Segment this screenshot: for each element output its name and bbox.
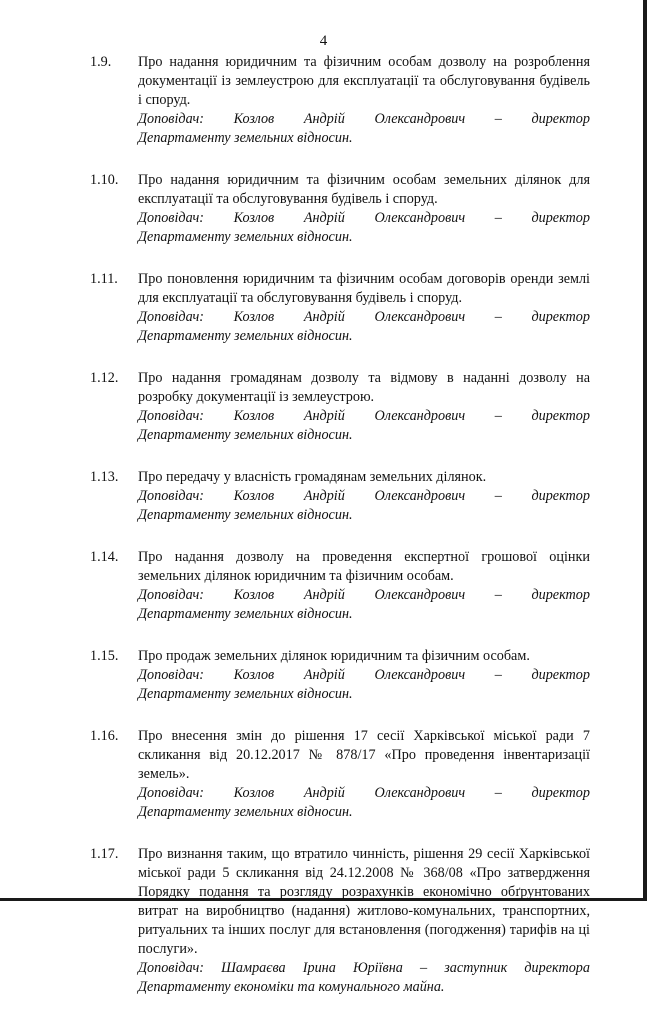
agenda-item-body [138, 369, 590, 445]
speaker-word: Андрій [303, 667, 345, 683]
speaker-department: Департаменту земельних відносин. [138, 427, 353, 443]
speaker-word: Козлов [233, 587, 275, 603]
speaker-label: Доповідач: [138, 210, 204, 226]
speaker-word: Андрій [303, 587, 345, 603]
speaker-word: – [494, 309, 502, 325]
speaker-word: – [494, 488, 502, 504]
speaker-word: Козлов [233, 111, 275, 127]
agenda-item-title: Про надання громадянам дозволу та відмову в наданні дозволу на розробку документації із землеустрою. [138, 370, 590, 405]
agenda-item-number: 1.16. [90, 728, 119, 744]
speaker-word: Олександрович [374, 667, 466, 683]
agenda-item-number: 1.13. [90, 469, 119, 485]
speaker-label: Доповідач: [138, 111, 204, 127]
speaker-word: Олександрович [374, 210, 466, 226]
speaker-line [138, 110, 590, 129]
agenda-item [90, 270, 590, 346]
agenda-item-body [138, 727, 590, 822]
speaker-word: Козлов [233, 488, 275, 504]
speaker-word: Козлов [233, 785, 275, 801]
speaker-line [138, 308, 590, 327]
agenda-item-body [138, 845, 590, 997]
speaker-word: Ірина [302, 960, 336, 976]
speaker-label: Доповідач: [138, 785, 204, 801]
agenda-item [90, 548, 590, 624]
agenda-item-body [138, 468, 590, 525]
speaker-word: Шамраєва [221, 960, 286, 976]
page-number: 4 [319, 33, 328, 49]
speaker-word: Андрій [303, 408, 345, 424]
agenda-item-title: Про передачу у власність громадянам земельних ділянок. [138, 469, 487, 485]
speaker-word: – [494, 408, 502, 424]
agenda-item-body [138, 548, 590, 624]
speaker-word: – [494, 667, 502, 683]
agenda-item [90, 647, 590, 704]
speaker-word: заступник [444, 960, 508, 976]
speaker-line [138, 959, 590, 978]
speaker-word: – [494, 785, 502, 801]
speaker-word: Олександрович [374, 408, 466, 424]
speaker-department: Департаменту земельних відносин. [138, 328, 353, 344]
agenda-item-title: Про надання юридичним та фізичним особам земельних ділянок для експлуатації та обслуговування будівель і споруд. [138, 172, 590, 207]
agenda-item-title: Про внесення змін до рішення 17 сесії Харківської міської ради 7 скликання від 20.12.2017 № 878/17 «Про проведення інвентаризації земель». [138, 728, 590, 782]
speaker-line [138, 487, 590, 506]
speaker-word: директор [531, 111, 590, 127]
agenda-item-title: Про надання юридичним та фізичним особам дозволу на розроблення документації із землеустрою для експлуатації та обслуговування будівель і споруд. [138, 54, 590, 108]
speaker-word: Олександрович [374, 111, 466, 127]
agenda-list [90, 53, 590, 1020]
speaker-department: Департаменту економіки та комунального майна. [138, 979, 445, 995]
speaker-department: Департаменту земельних відносин. [138, 606, 353, 622]
agenda-item [90, 53, 590, 148]
speaker-label: Доповідач: [138, 488, 204, 504]
agenda-item [90, 369, 590, 445]
agenda-item-number: 1.10. [90, 172, 119, 188]
speaker-label: Доповідач: [138, 309, 204, 325]
speaker-word: директор [531, 587, 590, 603]
speaker-department: Департаменту земельних відносин. [138, 130, 353, 146]
speaker-line [138, 586, 590, 605]
speaker-label: Доповідач: [138, 960, 204, 976]
speaker-line [138, 209, 590, 228]
agenda-item [90, 727, 590, 822]
speaker-label: Доповідач: [138, 408, 204, 424]
speaker-department: Департаменту земельних відносин. [138, 229, 353, 245]
agenda-item [90, 845, 590, 997]
speaker-word: Юріївна [352, 960, 403, 976]
speaker-line [138, 784, 590, 803]
speaker-word: директор [531, 667, 590, 683]
speaker-word: Козлов [233, 309, 275, 325]
speaker-word: Козлов [233, 408, 275, 424]
speaker-word: директор [531, 408, 590, 424]
speaker-label: Доповідач: [138, 587, 204, 603]
speaker-word: Андрій [303, 111, 345, 127]
speaker-department: Департаменту земельних відносин. [138, 686, 353, 702]
speaker-word: – [494, 111, 502, 127]
agenda-item-body [138, 647, 590, 704]
agenda-item-title: Про поновлення юридичним та фізичним особам договорів оренди землі для експлуатації та обслуговування будівель і споруд. [138, 271, 590, 306]
agenda-item-number: 1.9. [90, 54, 112, 70]
speaker-word: – [494, 210, 502, 226]
speaker-word: Козлов [233, 210, 275, 226]
agenda-item-number: 1.14. [90, 549, 119, 565]
speaker-word: Олександрович [374, 488, 466, 504]
speaker-word: Олександрович [374, 785, 466, 801]
speaker-word: Андрій [303, 785, 345, 801]
speaker-line [138, 666, 590, 685]
speaker-word: директор [531, 488, 590, 504]
agenda-item-number: 1.17. [90, 846, 119, 862]
agenda-item-body [138, 171, 590, 247]
agenda-item [90, 468, 590, 525]
agenda-item-title: Про надання дозволу на проведення експертної грошової оцінки земельних ділянок юридичним та фізичним особам. [138, 549, 590, 584]
speaker-word: директор [531, 785, 590, 801]
speaker-word: Андрій [303, 488, 345, 504]
speaker-word: – [494, 587, 502, 603]
speaker-label: Доповідач: [138, 667, 204, 683]
agenda-item-title: Про продаж земельних ділянок юридичним та фізичним особам. [138, 648, 530, 664]
agenda-item-title: Про визнання таким, що втратило чинність, рішення 29 сесії Харківської міської ради 5 скликання від 24.12.2008 № 368/08 «Про затвердження Порядку подання та розгляду розрахунків економічно обґрунтованих витрат на виробництво (надання) житлово-комунальних, транспортних, ритуальних та інших послуг для встановлення (погодження) тарифів на ці послуги». [138, 846, 590, 957]
speaker-department: Департаменту земельних відносин. [138, 804, 353, 820]
agenda-item-number: 1.11. [90, 271, 118, 287]
agenda-item [90, 171, 590, 247]
agenda-item-number: 1.15. [90, 648, 119, 664]
agenda-item-body [138, 53, 590, 148]
speaker-word: – [420, 960, 428, 976]
speaker-word: Козлов [233, 667, 275, 683]
agenda-item-number: 1.12. [90, 370, 119, 386]
scan-edge-right [643, 0, 647, 901]
speaker-word: Олександрович [374, 587, 466, 603]
speaker-word: Олександрович [374, 309, 466, 325]
speaker-word: Андрій [303, 210, 345, 226]
speaker-line [138, 407, 590, 426]
speaker-department: Департаменту земельних відносин. [138, 507, 353, 523]
speaker-word: директора [524, 960, 590, 976]
speaker-word: директор [531, 210, 590, 226]
speaker-word: Андрій [303, 309, 345, 325]
agenda-item-body [138, 270, 590, 346]
speaker-word: директор [531, 309, 590, 325]
